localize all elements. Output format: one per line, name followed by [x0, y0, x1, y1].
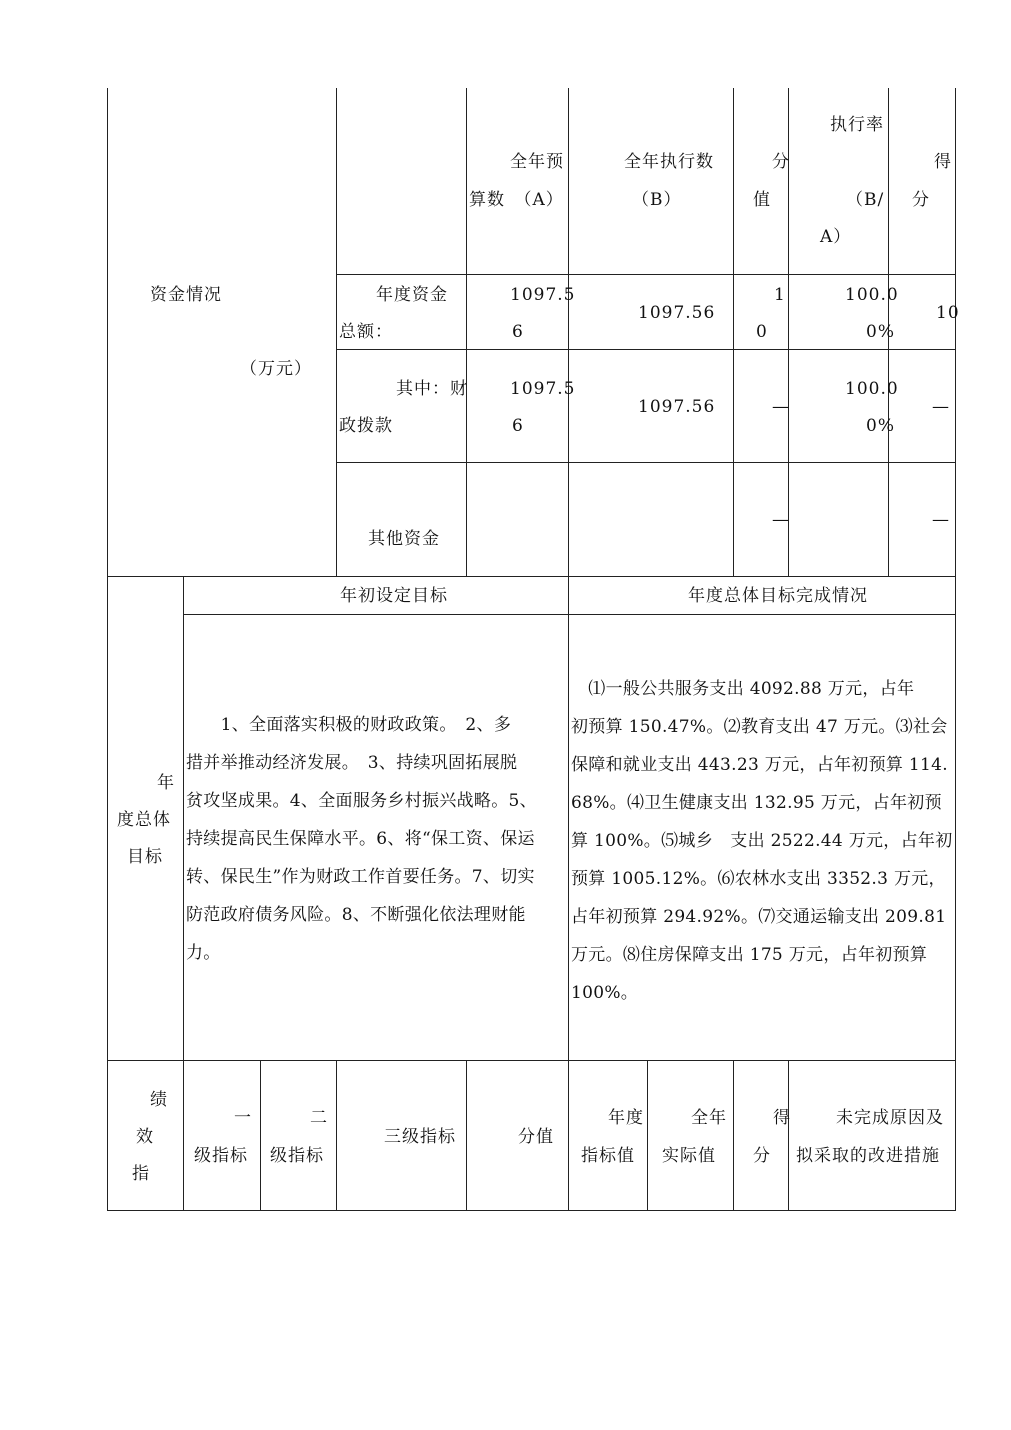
- rule: [107, 88, 108, 1211]
- row-total-budget: 6: [512, 322, 524, 342]
- perf-reason-header: 拟采取的改进措施: [796, 1146, 940, 1166]
- rule: [183, 576, 184, 1211]
- col-budget-header: 算数 （A）: [469, 190, 564, 210]
- rule: [568, 88, 569, 577]
- text-line: 万元。⑻住房保障支出 175 万元，占年初预算: [571, 945, 928, 965]
- text-line: 贫攻坚成果。4、全面服务乡村振兴战略。5、: [186, 791, 537, 811]
- goals-completion-header: 年度总体目标完成情况: [688, 586, 868, 606]
- row-total-rate: 0%: [866, 322, 895, 342]
- rule: [336, 88, 337, 577]
- perf-target-header: 指标值: [581, 1146, 635, 1166]
- row-fiscal-rate: 0%: [866, 416, 895, 436]
- text-line: ⑴一般公共服务支出 4092.88 万元，占年: [571, 679, 915, 699]
- perf-level1-header: 级指标: [194, 1146, 248, 1166]
- row-fiscal-score: —: [932, 397, 950, 417]
- perf-value-header: 分值: [518, 1127, 554, 1147]
- text-line: 占年初预算 294.92%。⑺交通运输支出 209.81: [571, 907, 947, 927]
- perf-label: 效: [136, 1127, 154, 1147]
- row-total-value: 1: [774, 285, 786, 305]
- goals-label: 年: [157, 773, 175, 793]
- rule: [466, 88, 467, 577]
- perf-score-header: 得: [773, 1108, 791, 1128]
- rule: [336, 274, 956, 275]
- text-line: 100%。: [571, 983, 639, 1003]
- rule: [260, 1060, 261, 1211]
- col-value-header: 值: [753, 190, 771, 210]
- col-score-header: 分: [912, 190, 930, 210]
- text-line: 保障和就业支出 443.23 万元，占年初预算 114.: [571, 755, 948, 775]
- row-other-score: —: [932, 510, 950, 530]
- rule: [955, 88, 956, 1211]
- perf-label: 指: [132, 1164, 150, 1184]
- rule: [107, 576, 956, 577]
- row-other-label: 其他资金: [368, 529, 440, 549]
- row-fiscal-label: 政拨款: [339, 416, 393, 436]
- rule: [183, 614, 956, 615]
- rule: [336, 1060, 337, 1211]
- row-other-value: —: [772, 510, 790, 530]
- row-fiscal-value: —: [772, 397, 790, 417]
- rule: [568, 576, 569, 1061]
- rule: [336, 349, 956, 350]
- row-fiscal-exec: 1097.56: [638, 397, 716, 417]
- row-total-rate: 100.0: [845, 285, 899, 305]
- row-total-label: 年度资金: [376, 285, 448, 305]
- text-line: 力。: [186, 943, 221, 963]
- goals-label: 目标: [127, 847, 163, 867]
- row-total-exec: 1097.56: [638, 303, 716, 323]
- perf-reason-header: 未完成原因及: [836, 1108, 944, 1128]
- col-exec-header: （B）: [632, 190, 682, 210]
- text-line: 68%。⑷卫生健康支出 132.95 万元，占年初预: [571, 793, 942, 813]
- perf-level1-header: 一: [234, 1108, 252, 1128]
- col-exec-header: 全年执行数: [624, 152, 714, 172]
- text-line: 转、保民生”作为财政工作首要任务。7、切实: [186, 867, 535, 887]
- text-line: 持续提高民生保障水平。6、将“保工资、保运: [186, 829, 535, 849]
- perf-level2-header: 级指标: [270, 1146, 324, 1166]
- col-rate-header: （B/: [846, 190, 885, 210]
- text-line: 初预算 150.47%。⑵教育支出 47 万元。⑶社会: [571, 717, 948, 737]
- text-line: 1、全面落实积极的财政政策。 2、多: [186, 715, 512, 735]
- rule: [647, 1060, 648, 1211]
- row-total-score: 10: [936, 303, 960, 323]
- perf-score-header: 分: [753, 1146, 771, 1166]
- rule: [788, 1060, 789, 1211]
- goals-completion-text: [571, 670, 953, 1012]
- rule: [466, 1060, 467, 1211]
- perf-actual-header: 全年: [691, 1108, 727, 1128]
- text-line: 措并举推动经济发展。 3、持续巩固拓展脱: [186, 753, 518, 773]
- col-score-header: 得: [934, 152, 952, 172]
- goals-initial-text: [186, 706, 566, 972]
- rule: [107, 1210, 956, 1211]
- row-total-budget: 1097.5: [510, 285, 576, 305]
- rule: [107, 1060, 956, 1061]
- row-fiscal-label: 其中：财: [396, 379, 468, 399]
- text-line: 算 100%。⑸城乡 支出 2522.44 万元，占年初: [571, 831, 953, 851]
- row-total-label: 总额：: [339, 322, 393, 342]
- text-line: 预算 1005.12%。⑹农林水支出 3352.3 万元，: [571, 869, 946, 889]
- row-fiscal-rate: 100.0: [845, 379, 899, 399]
- perf-target-header: 年度: [608, 1108, 644, 1128]
- rule: [733, 1060, 734, 1211]
- rule: [568, 1060, 569, 1211]
- row-total-value: 0: [756, 322, 768, 342]
- rule: [336, 462, 956, 463]
- col-rate-header: A）: [820, 227, 852, 247]
- goals-label: 度总体: [117, 810, 171, 830]
- text-line: 防范政府债务风险。8、不断强化依法理财能: [186, 905, 526, 925]
- perf-level2-header: 二: [310, 1108, 328, 1128]
- col-budget-header: 全年预: [510, 152, 564, 172]
- rule: [733, 88, 734, 577]
- col-rate-header: 执行率: [830, 115, 884, 135]
- perf-label: 绩: [150, 1090, 168, 1110]
- row-fiscal-budget: 1097.5: [510, 379, 576, 399]
- perf-level3-header: 三级指标: [384, 1127, 456, 1147]
- funds-unit-label: （万元）: [240, 359, 312, 379]
- goals-initial-header: 年初设定目标: [340, 586, 448, 606]
- perf-actual-header: 实际值: [662, 1146, 716, 1166]
- funds-label: 资金情况: [150, 285, 222, 305]
- col-value-header: 分: [772, 152, 790, 172]
- row-fiscal-budget: 6: [512, 416, 524, 436]
